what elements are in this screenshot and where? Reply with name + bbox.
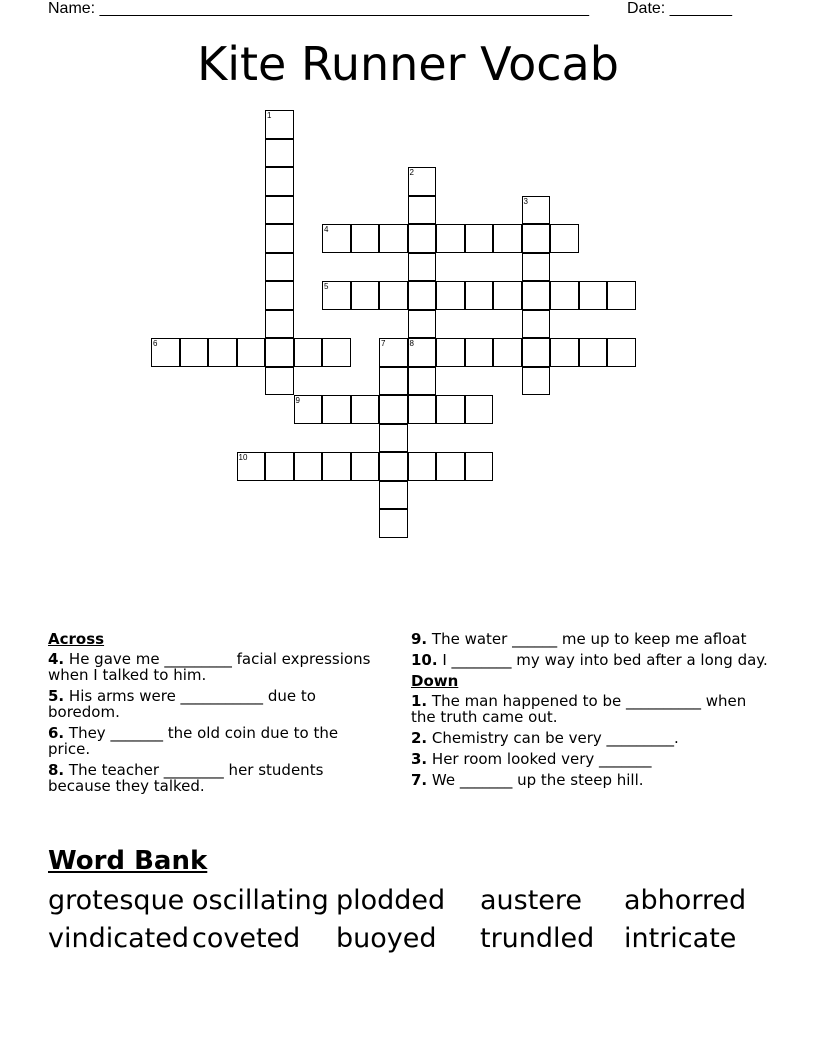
word-bank-word: intricate xyxy=(624,923,737,954)
crossword-cell[interactable] xyxy=(265,167,294,196)
crossword-cell[interactable] xyxy=(408,281,437,310)
crossword-cell[interactable] xyxy=(322,395,351,424)
crossword-cell[interactable] xyxy=(265,367,294,396)
crossword-cell[interactable] xyxy=(436,395,465,424)
clue-across-4 xyxy=(48,651,378,683)
crossword-cell[interactable] xyxy=(322,338,351,367)
crossword-cell[interactable] xyxy=(522,310,551,339)
clue-across-10 xyxy=(411,652,771,668)
crossword-cell[interactable] xyxy=(465,395,494,424)
clues-right-column xyxy=(411,631,771,793)
clue-number: 2. xyxy=(411,729,428,747)
crossword-cell[interactable] xyxy=(265,224,294,253)
word-bank-title: Word Bank xyxy=(48,846,208,876)
word-bank-word: vindicated xyxy=(48,923,189,954)
clue-text: I ________ my way into bed after a long day. xyxy=(437,651,768,669)
crossword-cell[interactable] xyxy=(493,281,522,310)
crossword-cell[interactable] xyxy=(436,452,465,481)
crossword-cell[interactable] xyxy=(550,224,579,253)
crossword-cell[interactable] xyxy=(351,281,380,310)
crossword-cell[interactable] xyxy=(294,452,323,481)
clue-across-5 xyxy=(48,688,378,720)
word-bank-word: austere xyxy=(480,885,583,916)
crossword-cell[interactable] xyxy=(265,281,294,310)
clue-text: Chemistry can be very _________. xyxy=(427,729,679,747)
cell-number: 10 xyxy=(238,453,248,462)
cell-number: 2 xyxy=(409,168,414,177)
crossword-cell[interactable] xyxy=(351,452,380,481)
crossword-cell[interactable] xyxy=(322,452,351,481)
crossword-cell[interactable] xyxy=(408,224,437,253)
clue-text: The man happened to be __________ when the truth came out. xyxy=(411,692,747,726)
crossword-cell[interactable] xyxy=(522,281,551,310)
crossword-cell[interactable] xyxy=(379,395,408,424)
word-bank-word: coveted xyxy=(192,923,301,954)
crossword-cell[interactable] xyxy=(379,281,408,310)
word-bank-word: grotesque xyxy=(48,885,185,916)
cell-number: 4 xyxy=(324,225,329,234)
crossword-cell[interactable] xyxy=(351,395,380,424)
clue-down-2 xyxy=(411,730,771,746)
clue-number: 10. xyxy=(411,651,438,669)
clue-number: 5. xyxy=(48,687,65,705)
crossword-cell[interactable] xyxy=(607,281,636,310)
clue-text: His arms were ___________ due to boredom. xyxy=(48,687,316,721)
crossword-cell[interactable] xyxy=(294,395,323,424)
clues-left-column xyxy=(48,631,378,799)
crossword-cell[interactable] xyxy=(322,281,351,310)
clue-across-8 xyxy=(48,762,378,794)
cell-number: 7 xyxy=(381,339,386,348)
crossword-cell[interactable] xyxy=(493,224,522,253)
crossword-cell[interactable] xyxy=(294,338,323,367)
crossword-cell[interactable] xyxy=(436,224,465,253)
crossword-cell[interactable] xyxy=(522,338,551,367)
across-heading: Across xyxy=(48,630,105,648)
clue-text: We _______ up the steep hill. xyxy=(427,771,644,789)
clue-across-6 xyxy=(48,725,378,757)
crossword-cell[interactable] xyxy=(237,338,266,367)
word-bank-word: oscillating xyxy=(192,885,329,916)
crossword-cell[interactable] xyxy=(151,338,180,367)
crossword-cell[interactable] xyxy=(522,253,551,282)
clue-down-1 xyxy=(411,693,771,725)
cell-number: 3 xyxy=(523,196,528,206)
crossword-cell[interactable] xyxy=(550,281,579,310)
page-title: Kite Runner Vocab xyxy=(197,37,619,91)
clue-text: He gave me _________ facial expressions when I talked to him. xyxy=(48,650,371,684)
crossword-cell[interactable] xyxy=(465,281,494,310)
cell-number: 5 xyxy=(324,282,329,291)
crossword-cell[interactable] xyxy=(579,338,608,367)
clue-down-3 xyxy=(411,751,771,767)
crossword-cell[interactable] xyxy=(408,167,437,196)
crossword-cell[interactable] xyxy=(465,224,494,253)
clue-number: 1. xyxy=(411,692,428,710)
cell-number: 8 xyxy=(409,339,414,348)
cell-number: 6 xyxy=(153,339,158,348)
crossword-cell[interactable] xyxy=(408,338,437,367)
crossword-cell[interactable] xyxy=(322,224,351,253)
clue-text: Her room looked very _______ xyxy=(427,750,652,768)
crossword-cell[interactable] xyxy=(379,452,408,481)
name-line: Name: _______________________________________________________ xyxy=(48,0,589,17)
cell-number: 9 xyxy=(295,396,300,405)
clue-number: 3. xyxy=(411,750,428,768)
crossword-cell[interactable] xyxy=(351,224,380,253)
crossword-cell[interactable] xyxy=(265,310,294,339)
date-line: Date: _______ xyxy=(627,0,732,17)
clue-text: The water ______ me up to keep me afloat xyxy=(427,630,747,648)
clue-text: They _______ the old coin due to the price. xyxy=(48,724,339,758)
crossword-cell[interactable] xyxy=(408,196,437,225)
word-bank-word: trundled xyxy=(480,923,595,954)
down-heading: Down xyxy=(411,672,459,690)
crossword-cell[interactable] xyxy=(579,281,608,310)
word-bank-word: abhorred xyxy=(624,885,747,916)
crossword-cell[interactable] xyxy=(265,253,294,282)
crossword-cell[interactable] xyxy=(522,196,551,225)
clue-across-9 xyxy=(411,631,771,647)
crossword-cell[interactable] xyxy=(265,452,294,481)
crossword-cell[interactable] xyxy=(265,139,294,168)
crossword-cell[interactable] xyxy=(408,452,437,481)
clue-number: 9. xyxy=(411,630,428,648)
crossword-cell[interactable] xyxy=(607,338,636,367)
crossword-cell[interactable] xyxy=(465,452,494,481)
clue-number: 8. xyxy=(48,761,65,779)
crossword-cell[interactable] xyxy=(379,509,408,538)
crossword-cell[interactable] xyxy=(208,338,237,367)
crossword-cell[interactable] xyxy=(379,424,408,453)
crossword-cell[interactable] xyxy=(522,224,551,253)
crossword-cell[interactable] xyxy=(265,110,294,139)
crossword-cell[interactable] xyxy=(379,338,408,367)
crossword-cell[interactable] xyxy=(408,367,437,396)
crossword-cell[interactable] xyxy=(379,481,408,510)
crossword-cell[interactable] xyxy=(408,253,437,282)
clue-number: 4. xyxy=(48,650,65,668)
cell-number: 1 xyxy=(267,111,272,120)
crossword-cell[interactable] xyxy=(237,452,266,481)
crossword-cell[interactable] xyxy=(180,338,209,367)
crossword-cell[interactable] xyxy=(379,224,408,253)
clue-down-7 xyxy=(411,772,771,788)
crossword-cell[interactable] xyxy=(550,338,579,367)
crossword-cell[interactable] xyxy=(265,196,294,225)
crossword-cell[interactable] xyxy=(522,367,551,396)
crossword-cell[interactable] xyxy=(436,338,465,367)
crossword-cell[interactable] xyxy=(408,310,437,339)
crossword-cell[interactable] xyxy=(493,338,522,367)
crossword-cell[interactable] xyxy=(436,281,465,310)
word-bank-word: plodded xyxy=(336,885,446,916)
crossword-cell[interactable] xyxy=(465,338,494,367)
clue-number: 7. xyxy=(411,771,428,789)
crossword-cell[interactable] xyxy=(408,395,437,424)
clue-number: 6. xyxy=(48,724,65,742)
clue-text: The teacher ________ her students because they talked. xyxy=(48,761,324,795)
word-bank-word: buoyed xyxy=(336,923,437,954)
crossword-cell[interactable] xyxy=(265,338,294,367)
crossword-cell[interactable] xyxy=(379,367,408,396)
